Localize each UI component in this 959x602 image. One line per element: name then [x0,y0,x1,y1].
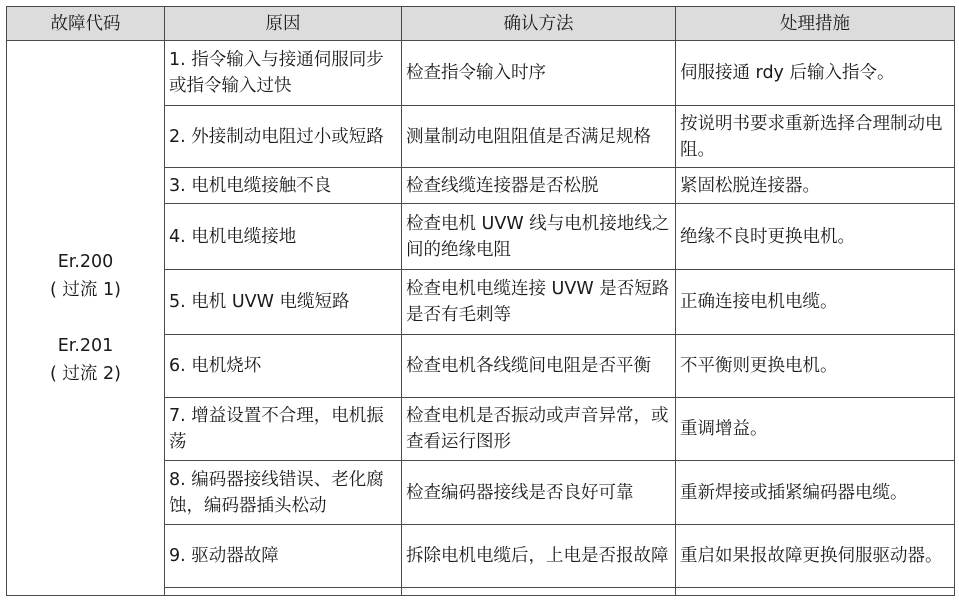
method-cell: 测量制动电阻阻值是否满足规格 [402,106,676,168]
action-cell: 绝缘不良时更换电机。 [676,204,955,270]
method-cell: 检查编码器接线是否良好可靠 [402,461,676,525]
cause-cell: 2. 外接制动电阻过小或短路 [165,106,402,168]
fault-code-er200-desc: ( 过流 1) [50,280,121,300]
method-cell: 拆除电机电缆后，上电是否报故障 [402,525,676,588]
method-cell: 检查电机是否振动或声音异常，或查看运行图形 [402,398,676,461]
action-cell: 重新焊接或插紧编码器电缆。 [676,461,955,525]
header-cause: 原因 [165,7,402,41]
cause-cell: 3. 电机电缆接触不良 [165,168,402,204]
method-cell: 检查线缆连接器是否松脱 [402,168,676,204]
header-fault-code: 故障代码 [7,7,165,41]
method-cell: 检查电机 UVW 线与电机接地线之间的绝缘电阻 [402,204,676,270]
action-cell: 正确连接电机电缆。 [676,270,955,335]
action-cell: 紧固松脱连接器。 [676,168,955,204]
method-cell: 检查电机电缆连接 UVW 是否短路是否有毛刺等 [402,270,676,335]
action-cell: 按说明书要求重新选择合理制动电阻。 [676,106,955,168]
cause-cell: 7. 增益设置不合理，电机振荡 [165,398,402,461]
action-cell: 不平衡则更换电机。 [676,335,955,398]
action-cell: 重调增益。 [676,398,955,461]
action-cell: 重启如果报故障更换伺服驱动器。 [676,525,955,588]
fault-code-er201-desc: ( 过流 2) [50,364,121,384]
table-header-row [7,7,955,41]
cause-cell: 8. 编码器接线错误、老化腐蚀，编码器插头松动 [165,461,402,525]
fault-code-block [11,248,160,388]
fault-code-er201: Er.201 [57,336,114,356]
fault-code-er200: Er.200 [57,252,114,272]
cause-cell: 6. 电机烧坏 [165,335,402,398]
table-row [7,41,955,106]
method-cell: 检查指令输入时序 [402,41,676,106]
action-cell: 伺服接通 rdy 后输入指令。 [676,41,955,106]
cause-cell: 1. 指令输入与接通伺服同步或指令输入过快 [165,41,402,106]
fault-table [6,6,955,596]
cause-cell: 5. 电机 UVW 电缆短路 [165,270,402,335]
fault-code-cell [7,41,165,596]
method-cell: 检查电机各线缆间电阻是否平衡 [402,335,676,398]
cause-cell: 9. 驱动器故障 [165,525,402,588]
header-check-method: 确认方法 [402,7,676,41]
header-action: 处理措施 [676,7,955,41]
cause-cell: 4. 电机电缆接地 [165,204,402,270]
